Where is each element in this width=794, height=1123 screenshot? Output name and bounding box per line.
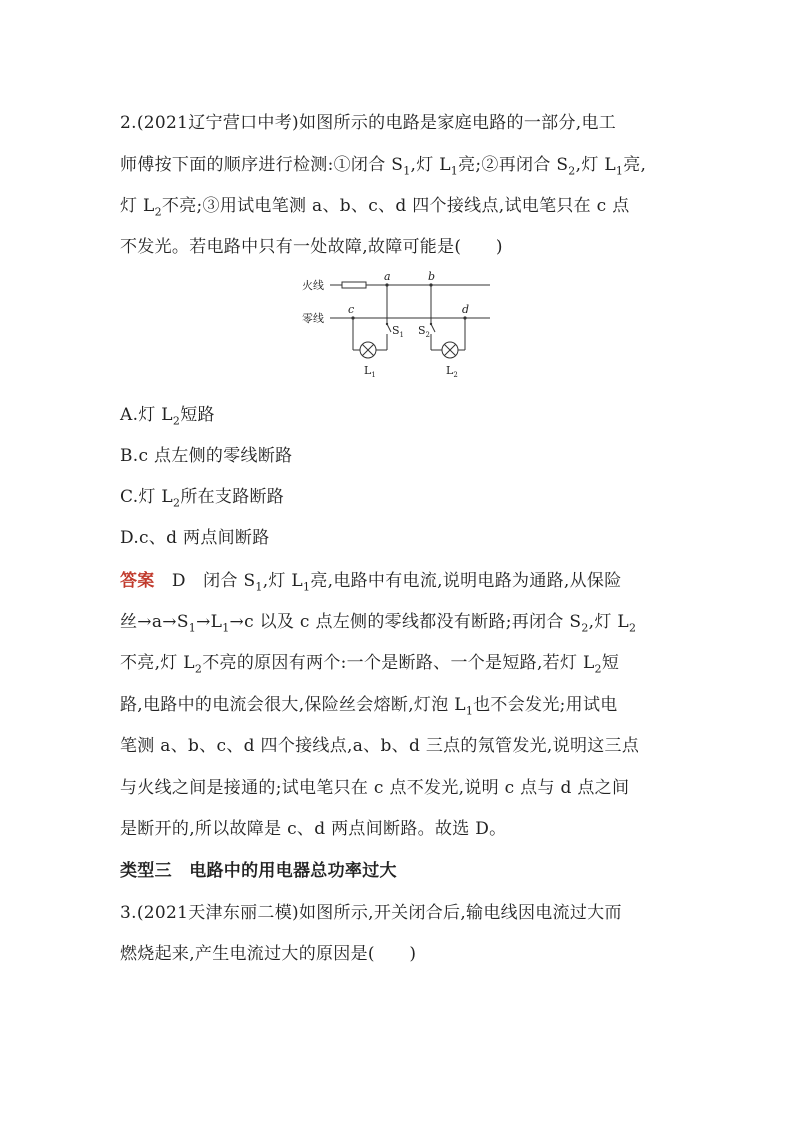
answer-line-7: 是断开的,所以故障是 c、d 两点间断路。故选 D。 <box>120 819 507 839</box>
neutral-label: 零线 <box>302 312 324 325</box>
option-b: B.c 点左侧的零线断路 <box>120 446 293 466</box>
label-d: d <box>462 303 470 316</box>
switch-s1-icon <box>387 324 391 332</box>
label-s2: $S_2$ <box>418 324 431 339</box>
live-label: 火线 <box>302 279 324 292</box>
option-a: A.灯 $L_2$短路 <box>120 405 215 428</box>
q2-line-4: 不发光。若电路中只有一处故障,故障可能是( ) <box>120 237 503 257</box>
answer-line-5: 笔测 a、b、c、d 四个接线点,a、b、d 三点的氖管发光,说明这三点 <box>120 736 640 756</box>
label-a: a <box>384 270 391 283</box>
q3-line-1: 3.(2021天津东丽二模)如图所示,开关闭合后,输电线因电流过大而 <box>120 903 622 923</box>
switch-s2-icon <box>431 324 435 332</box>
answer-line-2: 丝$\to a\to S_1\to L_1\to c$ 以及 c 点左侧的零线都没有断路;再闭合 $S_2$,灯 $L_2$ <box>120 612 637 635</box>
label-b: b <box>428 270 436 283</box>
answer-line-3: 不亮,灯 $L_2$不亮的原因有两个:一个是断路、一个是短路,若灯 $L_2$短 <box>120 653 620 676</box>
label-l1: $L_1$ <box>364 364 376 379</box>
node-a <box>385 283 388 286</box>
q2-line-3: 灯 $L_2$不亮;③用试电笔测 a、b、c、d 四个接线点,试电笔只在 c 点 <box>120 196 630 219</box>
q2-line-2: 师傅按下面的顺序进行检测:①闭合 $S_1$,灯 $L_1$亮;②再闭合 $S_2$,灯 $L_1$亮, <box>120 155 647 178</box>
q2-line-1: 2.(2021辽宁营口中考)如图所示的电路是家庭电路的一部分,电工 <box>120 113 617 133</box>
q3-line-2: 燃烧起来,产生电流过大的原因是( ) <box>120 944 417 964</box>
node-c <box>351 316 354 319</box>
answer-line-6: 与火线之间是接通的;试电笔只在 c 点不发光,说明 c 点与 d 点之间 <box>120 778 630 798</box>
node-b <box>429 283 432 286</box>
option-d: D.c、d 两点间断路 <box>120 528 270 548</box>
fuse-icon <box>342 282 366 288</box>
label-l2: $L_2$ <box>446 364 458 379</box>
answer-line-4: 路,电路中的电流会很大,保险丝会熔断,灯泡 $L_1$也不会发光;用试电 <box>120 695 618 718</box>
section-heading: 类型三 电路中的用电器总功率过大 <box>120 861 397 881</box>
label-c: c <box>348 303 355 316</box>
answer-line-1: 答案 D 闭合 $S_1$,灯 $L_1$亮,电路中有电流,说明电路为通路,从保险 <box>120 571 622 594</box>
answer-label: 答案 <box>120 571 155 591</box>
circuit-diagram <box>300 268 496 384</box>
node-d <box>463 316 466 319</box>
option-c: C.灯 $L_2$所在支路断路 <box>120 487 285 510</box>
label-s1: $S_1$ <box>392 324 405 339</box>
